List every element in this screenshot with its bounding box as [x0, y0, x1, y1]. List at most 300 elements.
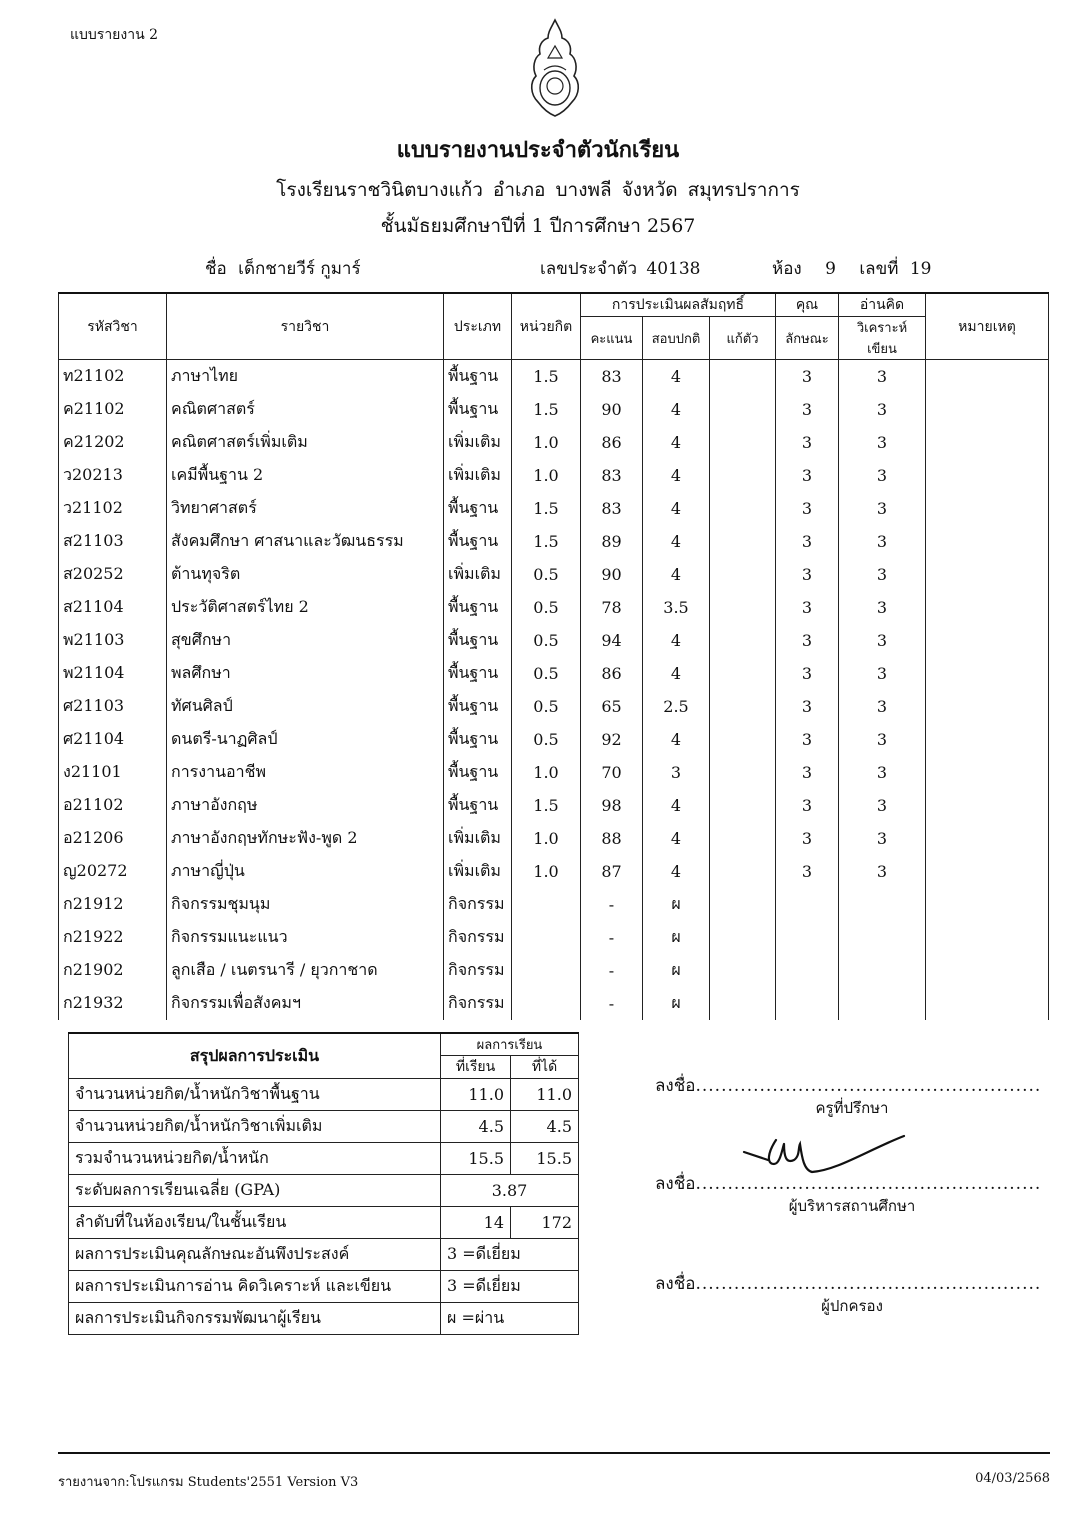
table-row: [59, 690, 1049, 723]
course-code: อ21206: [59, 822, 167, 855]
summary-table: [68, 1032, 579, 1335]
course-type: พื้นฐาน: [444, 591, 512, 624]
course-credit: [512, 954, 581, 987]
course-credit: 1.0: [512, 855, 581, 888]
course-name: ทัศนศิลป์: [167, 690, 444, 723]
course-code: ก21932: [59, 987, 167, 1020]
course-fix: [710, 954, 776, 987]
summary-value: 3 =ดีเยี่ยม: [441, 1239, 579, 1271]
summary-value: 4.5: [441, 1111, 511, 1143]
summary-row-gpa: [69, 1175, 579, 1207]
course-char: 3: [776, 723, 839, 756]
course-char: 3: [776, 624, 839, 657]
course-char: [776, 954, 839, 987]
course-grade: ผ: [643, 954, 710, 987]
director-title: ผู้บริหารสถานศึกษา: [788, 1197, 916, 1215]
table-row: [59, 921, 1049, 954]
course-credit: 1.5: [512, 360, 581, 394]
sign-label: ลงชื่อ: [655, 1174, 696, 1194]
course-grade: 4: [643, 459, 710, 492]
course-name: สังคมศึกษา ศาสนาและวัฒนธรรม: [167, 525, 444, 558]
course-char: 3: [776, 591, 839, 624]
course-fix: [710, 921, 776, 954]
course-char: 3: [776, 459, 839, 492]
advisor-title: ครูที่ปรึกษา: [815, 1099, 889, 1117]
table-row: [59, 657, 1049, 690]
school-line: โรงเรียนราชวินิตบางแก้ว อำเภอ บางพลี จังหวัด สมุทรปราการ: [276, 179, 800, 201]
course-read: 3: [839, 822, 926, 855]
summary-row-basic: [69, 1079, 579, 1111]
course-char: 3: [776, 855, 839, 888]
summary-row-char: [69, 1239, 579, 1271]
course-code: ศ21104: [59, 723, 167, 756]
course-fix: [710, 591, 776, 624]
course-grade: 4: [643, 426, 710, 459]
course-credit: 1.0: [512, 426, 581, 459]
course-fix: [710, 987, 776, 1020]
course-code: ญ20272: [59, 855, 167, 888]
course-score: 83: [581, 360, 643, 394]
report-title: แบบรายงานประจำตัวนักเรียน: [396, 137, 680, 163]
course-remark: [926, 690, 1049, 723]
course-grade: 3: [643, 756, 710, 789]
course-fix: [710, 525, 776, 558]
course-grade: 2.5: [643, 690, 710, 723]
course-score: 65: [581, 690, 643, 723]
course-grade: 4: [643, 624, 710, 657]
course-score: 86: [581, 426, 643, 459]
course-read: 3: [839, 525, 926, 558]
course-name: วิทยาศาสตร์: [167, 492, 444, 525]
course-grade: ผ: [643, 987, 710, 1020]
course-type: พื้นฐาน: [444, 393, 512, 426]
course-grade: 4: [643, 360, 710, 394]
course-score: 86: [581, 657, 643, 690]
table-row: [59, 360, 1049, 394]
course-name: ลูกเสือ / เนตรนารี / ยุวกาชาด: [167, 954, 444, 987]
course-credit: [512, 921, 581, 954]
course-fix: [710, 459, 776, 492]
course-code: ส20252: [59, 558, 167, 591]
course-score: 94: [581, 624, 643, 657]
course-type: พื้นฐาน: [444, 690, 512, 723]
course-score: 92: [581, 723, 643, 756]
course-remark: [926, 789, 1049, 822]
id-label: เลขประจำตัว: [540, 259, 637, 279]
course-remark: [926, 822, 1049, 855]
header-read-top: อ่านคิด: [839, 293, 926, 317]
course-credit: 0.5: [512, 723, 581, 756]
room-value: 9: [825, 259, 836, 279]
header-score: คะแนน: [581, 317, 643, 360]
course-code: ก21922: [59, 921, 167, 954]
summary-label: ระดับผลการเรียนเฉลี่ย (GPA): [69, 1175, 441, 1207]
course-read: 3: [839, 789, 926, 822]
course-char: 3: [776, 492, 839, 525]
course-remark: [926, 657, 1049, 690]
summary-value: 15.5: [511, 1143, 579, 1175]
summary-label: จำนวนหน่วยกิต/น้ำหนักวิชาเพิ่มเติม: [69, 1111, 441, 1143]
student-id: 40138: [646, 259, 701, 279]
course-read: 3: [839, 624, 926, 657]
footer-source: รายงานจาก:โปรแกรม Students'2551 Version V3: [58, 1475, 359, 1490]
course-code: ก21912: [59, 888, 167, 921]
course-read: 3: [839, 393, 926, 426]
course-name: เคมีพื้นฐาน 2: [167, 459, 444, 492]
table-row: [59, 954, 1049, 987]
school-emblem-icon: [526, 18, 584, 120]
course-score: 90: [581, 393, 643, 426]
header-char-bottom: ลักษณะ: [776, 317, 839, 360]
summary-label: รวมจำนวนหน่วยกิต/น้ำหนัก: [69, 1143, 441, 1175]
course-credit: 1.5: [512, 525, 581, 558]
table-row: [59, 492, 1049, 525]
course-score: -: [581, 888, 643, 921]
course-grade: 4: [643, 492, 710, 525]
course-fix: [710, 855, 776, 888]
course-read: 3: [839, 459, 926, 492]
course-type: กิจกรรม: [444, 888, 512, 921]
grades-table: [58, 292, 1049, 1020]
course-type: พื้นฐาน: [444, 789, 512, 822]
course-code: ศ21103: [59, 690, 167, 723]
course-score: 78: [581, 591, 643, 624]
summary-value: 15.5: [441, 1143, 511, 1175]
course-score: -: [581, 921, 643, 954]
course-score: 83: [581, 459, 643, 492]
course-read: 3: [839, 855, 926, 888]
table-row: [59, 459, 1049, 492]
sign-dots: ......................................................: [695, 1274, 1042, 1294]
course-credit: 1.0: [512, 459, 581, 492]
summary-value: 11.0: [441, 1079, 511, 1111]
course-read: 3: [839, 591, 926, 624]
course-credit: [512, 987, 581, 1020]
course-code: พ21104: [59, 657, 167, 690]
sign-dots: ......................................................: [695, 1174, 1042, 1194]
director-signature-line: [655, 1170, 1041, 1197]
summary-row-read: [69, 1271, 579, 1303]
course-remark: [926, 987, 1049, 1020]
course-type: เพิ่มเติม: [444, 855, 512, 888]
course-fix: [710, 393, 776, 426]
course-code: พ21103: [59, 624, 167, 657]
course-fix: [710, 657, 776, 690]
room-field: [772, 255, 931, 282]
course-type: เพิ่มเติม: [444, 459, 512, 492]
course-code: ค21102: [59, 393, 167, 426]
course-char: 3: [776, 789, 839, 822]
course-remark: [926, 393, 1049, 426]
course-type: พื้นฐาน: [444, 492, 512, 525]
summary-studied-header: ที่เรียน: [441, 1056, 511, 1079]
summary-row-rank: [69, 1207, 579, 1239]
header-remark: หมายเหตุ: [926, 293, 1049, 360]
sign-dots: ......................................................: [695, 1076, 1042, 1096]
course-score: -: [581, 987, 643, 1020]
summary-value: ผ =ผ่าน: [441, 1303, 579, 1335]
course-credit: 0.5: [512, 624, 581, 657]
summary-label: ลำดับที่ในห้องเรียน/ในชั้นเรียน: [69, 1207, 441, 1239]
footer-date: 04/03/2568: [975, 1471, 1050, 1486]
summary-row-total: [69, 1143, 579, 1175]
room-label: ห้อง: [772, 259, 802, 279]
course-name: ประวัติศาสตร์ไทย 2: [167, 591, 444, 624]
course-name: ดนตรี-นาฏศิลป์: [167, 723, 444, 756]
course-char: 3: [776, 360, 839, 394]
table-row: [59, 756, 1049, 789]
table-row: [59, 558, 1049, 591]
course-read: 3: [839, 558, 926, 591]
course-name: กิจกรรมชุมนุม: [167, 888, 444, 921]
student-name: เด็กชายวีร์ กูมาร์: [238, 259, 361, 279]
table-row: [59, 789, 1049, 822]
course-score: -: [581, 954, 643, 987]
course-type: กิจกรรม: [444, 987, 512, 1020]
course-fix: [710, 690, 776, 723]
table-row: [59, 987, 1049, 1020]
course-name: การงานอาชีพ: [167, 756, 444, 789]
course-score: 98: [581, 789, 643, 822]
course-read: [839, 921, 926, 954]
course-score: 87: [581, 855, 643, 888]
footer-divider: [58, 1452, 1050, 1454]
student-id-field: [540, 255, 701, 282]
rank-room-value: 14: [441, 1207, 511, 1239]
course-char: 3: [776, 657, 839, 690]
course-read: [839, 954, 926, 987]
sign-label: ลงชื่อ: [655, 1274, 696, 1294]
number-value: 19: [909, 259, 932, 279]
course-grade: 3.5: [643, 591, 710, 624]
summary-label: จำนวนหน่วยกิต/น้ำหนักวิชาพื้นฐาน: [69, 1079, 441, 1111]
course-remark: [926, 624, 1049, 657]
table-row: [59, 888, 1049, 921]
course-type: พื้นฐาน: [444, 360, 512, 394]
header-subject: รายวิชา: [167, 293, 444, 360]
table-row: [59, 822, 1049, 855]
course-fix: [710, 492, 776, 525]
course-remark: [926, 888, 1049, 921]
course-char: 3: [776, 558, 839, 591]
course-fix: [710, 360, 776, 394]
summary-row-activity: [69, 1303, 579, 1335]
header-code: รหัสวิชา: [59, 293, 167, 360]
course-grade: 4: [643, 558, 710, 591]
course-grade: 4: [643, 789, 710, 822]
course-code: ว21102: [59, 492, 167, 525]
parent-signature-line: [655, 1270, 1041, 1297]
course-char: 3: [776, 525, 839, 558]
course-name: สุขศึกษา: [167, 624, 444, 657]
header-achievement: การประเมินผลสัมฤทธิ์: [581, 293, 776, 317]
course-grade: ผ: [643, 888, 710, 921]
header-read-bottom: วิเคราะห์เขียน: [839, 317, 926, 360]
course-type: พื้นฐาน: [444, 723, 512, 756]
course-read: 3: [839, 426, 926, 459]
course-code: ง21101: [59, 756, 167, 789]
header-char-top: คุณ: [776, 293, 839, 317]
course-type: พื้นฐาน: [444, 624, 512, 657]
sign-label: ลงชื่อ: [655, 1076, 696, 1096]
parent-title: ผู้ปกครอง: [821, 1297, 883, 1315]
course-credit: 1.0: [512, 756, 581, 789]
course-credit: 0.5: [512, 591, 581, 624]
course-type: พื้นฐาน: [444, 756, 512, 789]
course-remark: [926, 492, 1049, 525]
course-name: พลศึกษา: [167, 657, 444, 690]
course-remark: [926, 921, 1049, 954]
course-char: 3: [776, 426, 839, 459]
course-remark: [926, 558, 1049, 591]
course-score: 90: [581, 558, 643, 591]
course-fix: [710, 756, 776, 789]
course-name: กิจกรรมแนะแนว: [167, 921, 444, 954]
course-grade: 4: [643, 723, 710, 756]
course-remark: [926, 426, 1049, 459]
course-read: 3: [839, 756, 926, 789]
summary-title: สรุปผลการประเมิน: [69, 1033, 441, 1079]
table-row: [59, 855, 1049, 888]
course-score: 70: [581, 756, 643, 789]
summary-earned-header: ที่ได้: [511, 1056, 579, 1079]
course-grade: ผ: [643, 921, 710, 954]
course-credit: 0.5: [512, 558, 581, 591]
course-char: 3: [776, 690, 839, 723]
course-name: ภาษาอังกฤษทักษะฟัง-พูด 2: [167, 822, 444, 855]
course-code: ค21202: [59, 426, 167, 459]
course-read: [839, 987, 926, 1020]
header-credit: หน่วยกิต: [512, 293, 581, 360]
course-code: ท21102: [59, 360, 167, 394]
course-read: 3: [839, 657, 926, 690]
summary-label: ผลการประเมินการอ่าน คิดวิเคราะห์ และเขียน: [69, 1271, 441, 1303]
summary-label: ผลการประเมินกิจกรรมพัฒนาผู้เรียน: [69, 1303, 441, 1335]
header-type: ประเภท: [444, 293, 512, 360]
course-remark: [926, 591, 1049, 624]
course-read: 3: [839, 360, 926, 394]
advisor-signature-line: [655, 1072, 1041, 1099]
course-char: [776, 888, 839, 921]
course-credit: [512, 888, 581, 921]
course-code: ว20213: [59, 459, 167, 492]
course-score: 89: [581, 525, 643, 558]
course-type: พื้นฐาน: [444, 657, 512, 690]
course-score: 83: [581, 492, 643, 525]
course-fix: [710, 624, 776, 657]
summary-label: ผลการประเมินคุณลักษณะอันพึงประสงค์: [69, 1239, 441, 1271]
number-label: เลขที่: [859, 259, 899, 279]
course-fix: [710, 888, 776, 921]
gpa-value: 3.87: [441, 1175, 579, 1207]
course-type: กิจกรรม: [444, 921, 512, 954]
course-char: [776, 987, 839, 1020]
course-char: 3: [776, 393, 839, 426]
table-row: [59, 393, 1049, 426]
course-name: คณิตศาสตร์เพิ่มเติม: [167, 426, 444, 459]
course-code: ส21104: [59, 591, 167, 624]
course-name: ภาษาญี่ปุ่น: [167, 855, 444, 888]
course-grade: 4: [643, 855, 710, 888]
course-char: 3: [776, 822, 839, 855]
course-name: คณิตศาสตร์: [167, 393, 444, 426]
header-normal: สอบปกติ: [643, 317, 710, 360]
course-remark: [926, 954, 1049, 987]
course-score: 88: [581, 822, 643, 855]
course-credit: 0.5: [512, 657, 581, 690]
summary-value: 3 =ดีเยี่ยม: [441, 1271, 579, 1303]
course-remark: [926, 756, 1049, 789]
course-type: เพิ่มเติม: [444, 558, 512, 591]
grades-table-body: [59, 360, 1049, 1021]
course-grade: 4: [643, 657, 710, 690]
summary-value: 11.0: [511, 1079, 579, 1111]
course-credit: 1.5: [512, 789, 581, 822]
name-label: ชื่อ: [205, 259, 227, 279]
grades-table-header: [59, 293, 1049, 360]
table-row: [59, 525, 1049, 558]
level-line: ชั้นมัธยมศึกษาปีที่ 1 ปีการศึกษา 2567: [380, 215, 696, 237]
summary-result-header: ผลการเรียน: [441, 1033, 579, 1056]
form-code: แบบรายงาน 2: [70, 27, 159, 43]
course-remark: [926, 360, 1049, 394]
course-grade: 4: [643, 393, 710, 426]
course-type: เพิ่มเติม: [444, 822, 512, 855]
course-type: กิจกรรม: [444, 954, 512, 987]
course-name: ภาษาไทย: [167, 360, 444, 394]
rank-level-value: 172: [511, 1207, 579, 1239]
course-grade: 4: [643, 525, 710, 558]
course-char: 3: [776, 756, 839, 789]
course-type: เพิ่มเติม: [444, 426, 512, 459]
course-char: [776, 921, 839, 954]
course-code: ส21103: [59, 525, 167, 558]
course-fix: [710, 426, 776, 459]
course-remark: [926, 459, 1049, 492]
course-name: กิจกรรมเพื่อสังคมฯ: [167, 987, 444, 1020]
table-row: [59, 624, 1049, 657]
course-fix: [710, 558, 776, 591]
course-remark: [926, 525, 1049, 558]
course-fix: [710, 789, 776, 822]
course-read: 3: [839, 492, 926, 525]
course-code: อ21102: [59, 789, 167, 822]
course-read: 3: [839, 723, 926, 756]
course-read: [839, 888, 926, 921]
course-type: พื้นฐาน: [444, 525, 512, 558]
course-read: 3: [839, 690, 926, 723]
summary-row-extra: [69, 1111, 579, 1143]
course-fix: [710, 723, 776, 756]
course-remark: [926, 855, 1049, 888]
course-credit: 1.5: [512, 393, 581, 426]
header-fix: แก้ตัว: [710, 317, 776, 360]
course-fix: [710, 822, 776, 855]
course-code: ก21902: [59, 954, 167, 987]
course-remark: [926, 723, 1049, 756]
table-row: [59, 426, 1049, 459]
summary-value: 4.5: [511, 1111, 579, 1143]
course-credit: 1.0: [512, 822, 581, 855]
course-name: ต้านทุจริต: [167, 558, 444, 591]
course-grade: 4: [643, 822, 710, 855]
student-name-field: [205, 255, 361, 282]
course-credit: 1.5: [512, 492, 581, 525]
table-row: [59, 591, 1049, 624]
course-name: ภาษาอังกฤษ: [167, 789, 444, 822]
course-credit: 0.5: [512, 690, 581, 723]
table-row: [59, 723, 1049, 756]
